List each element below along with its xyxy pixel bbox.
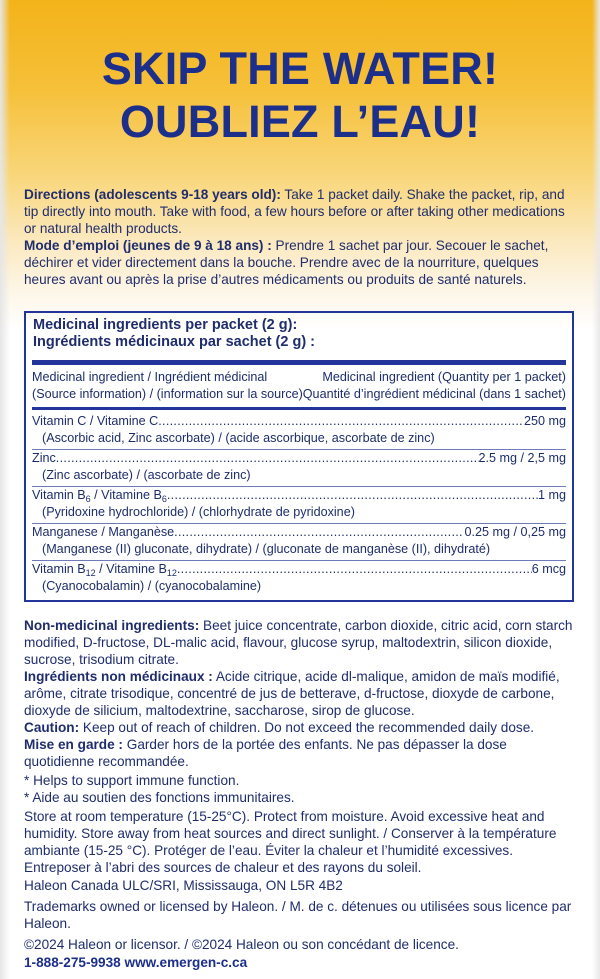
claim-english: * Helps to support immune function. <box>24 773 240 788</box>
table-row <box>32 561 566 597</box>
directions-french-label: Mode d’emploi (jeunes de 9 à 18 ans) : <box>24 238 272 253</box>
table-header-right-line2: Quantité d’ingrédient médicinal (dans 1 sachet) <box>302 386 566 401</box>
ingredient-name-subscript: 6 <box>85 494 91 504</box>
ingredient-quantity: 2.5 mg / 2,5 mg <box>478 451 566 465</box>
leader-dots <box>174 524 464 541</box>
table-header-right <box>303 369 566 402</box>
ingredient-name-part: Vitamin B <box>32 488 86 502</box>
ingredient-source: (Zinc ascorbate) / (ascorbate de zinc) <box>42 468 251 482</box>
table-title-english: Medicinal ingredients per packet (2 g): <box>33 317 298 333</box>
non-medicinal-french-label: Ingrédients non médicinaux : <box>24 669 213 684</box>
directions-english-label: Directions (adolescents 9-18 years old): <box>24 187 281 202</box>
table-divider-thick <box>32 360 566 365</box>
caution-french-label: Mise en garde : <box>24 737 123 752</box>
caution-french <box>24 736 580 770</box>
directions-french <box>24 237 580 288</box>
non-medicinal-english-label: Non-medicinal ingredients: <box>24 618 200 633</box>
directions-english <box>24 186 580 237</box>
company-address: Haleon Canada ULC/SRI, Mississauga, ON L5R 4B2 <box>24 878 343 893</box>
ingredient-quantity: 0.25 mg / 0,25 mg <box>464 525 566 539</box>
directions-english-text: Take 1 packet daily. Shake the packet, rip, and tip directly into mouth. Take with food, a few hours before or after taking other medications or natural health products. <box>24 187 565 236</box>
headline-french: OUBLIEZ L’EAU! <box>119 96 481 147</box>
ingredient-name-part: Vitamin B <box>32 562 86 576</box>
non-medicinal-french-text: Acide citrique, acide dl-malique, amidon de maïs modifié, arôme, citrate trisodique, concentré de jus de betterave, d-fructose, dioxyde de carbone, dioxyde de silicium, maltodextrine, saccharose, sirop de glucose. <box>24 669 560 718</box>
ingredient-source: (Cyanocobalamin) / (cyanocobalamine) <box>42 579 262 593</box>
claim-french: * Aide au soutien des fonctions immunitaires. <box>24 790 295 805</box>
trademark-notice: Trademarks owned or licensed by Haleon. / M. de c. détenues ou utilisées sous licence par Haleon. <box>24 899 572 931</box>
non-medicinal-ingredients <box>24 617 580 719</box>
caution-french-text: Garder hors de la portée des enfants. Ne pas dépasser la dose quotidienne recommandée. <box>24 737 507 769</box>
ingredient-quantity: 1 mg <box>538 488 566 502</box>
table-row <box>32 450 566 487</box>
table-header-right-line1: Medicinal ingredient (Quantity per 1 packet) <box>322 370 566 384</box>
non-medicinal-english <box>24 617 580 668</box>
table-header-left-line2: (Source information) / (information sur la source) <box>32 386 303 401</box>
table-title <box>33 317 315 351</box>
table-header-left <box>32 369 303 402</box>
ingredient-quantity: 6 mcg <box>531 562 566 576</box>
ingredient-name: Vitamin C / Vitamine C <box>32 414 159 428</box>
caution-english-text: Keep out of reach of children. Do not exceed the recommended daily dose. <box>79 720 535 735</box>
ingredient-source: (Manganese (II) gluconate, dihydrate) / (gluconate de manganèse (II), dihydraté) <box>42 542 491 556</box>
directions-french-text: Prendre 1 sachet par jour. Secouer le sachet, déchirer et vider directement dans la bouche. Prendre avec de la nourriture, quelques heures avant ou après la prise d’autres médicaments ou produits de santé naturels. <box>24 238 549 287</box>
ingredient-quantity: 250 mg <box>523 414 566 428</box>
ingredient-name-subscript: 12 <box>166 568 177 578</box>
claims-section <box>24 772 580 806</box>
ingredient-name: Manganese / Manganèse <box>32 525 175 539</box>
caution-section <box>24 719 580 770</box>
medicinal-ingredients-table <box>24 311 574 602</box>
ingredient-name-part: / Vitamine B <box>90 488 162 502</box>
table-row <box>32 413 566 450</box>
headline-english: SKIP THE WATER! <box>101 43 499 94</box>
storage-instructions: Store at room temperature (15-25°C). Protect from moisture. Avoid excessive heat and humidity. Store away from heat sources and direct sunlight. / Conserver à la température ambiante (15-25 °C). Protéger de l’eau. Éviter la chaleur et l’humidité excessives. Entreposer à l’abri des sources de chaleur et des rayons du soleil. <box>24 809 557 875</box>
table-divider <box>32 407 566 410</box>
caution-english <box>24 719 580 736</box>
non-medicinal-english-text: Beet juice concentrate, carbon dioxide, citric acid, corn starch modified, D-fructose, DL-malic acid, flavour, glucose syrup, maltodextrin, silicon dioxide, sucrose, trisodium citrate. <box>24 618 573 667</box>
leader-dots <box>158 413 524 430</box>
ingredient-source: (Pyridoxine hydrochloride) / (chlorhydrate de pyridoxine) <box>42 505 355 519</box>
table-header-left-line1: Medicinal ingredient / Ingrédient médicinal <box>32 370 268 384</box>
ingredient-name-subscript: 6 <box>161 494 167 504</box>
leader-dots <box>56 450 479 467</box>
table-row <box>32 524 566 561</box>
ingredient-name: Zinc <box>32 451 56 465</box>
ingredient-name-subscript: 12 <box>85 568 96 578</box>
ingredient-name-part: / Vitamine B <box>95 562 167 576</box>
table-row <box>32 487 566 524</box>
table-title-french: Ingrédients médicinaux par sachet (2 g) : <box>33 334 316 350</box>
ingredient-source: (Ascorbic acid, Zinc ascorbate) / (acide ascorbique, ascorbate de zinc) <box>42 431 435 445</box>
non-medicinal-french <box>24 668 580 719</box>
copyright-notice: ©2024 Haleon or licensor. / ©2024 Haleon ou son concédant de licence. <box>24 937 459 952</box>
contact-info: 1-888-275-9938 www.emergen-c.ca <box>24 955 248 970</box>
caution-english-label: Caution: <box>24 720 80 735</box>
